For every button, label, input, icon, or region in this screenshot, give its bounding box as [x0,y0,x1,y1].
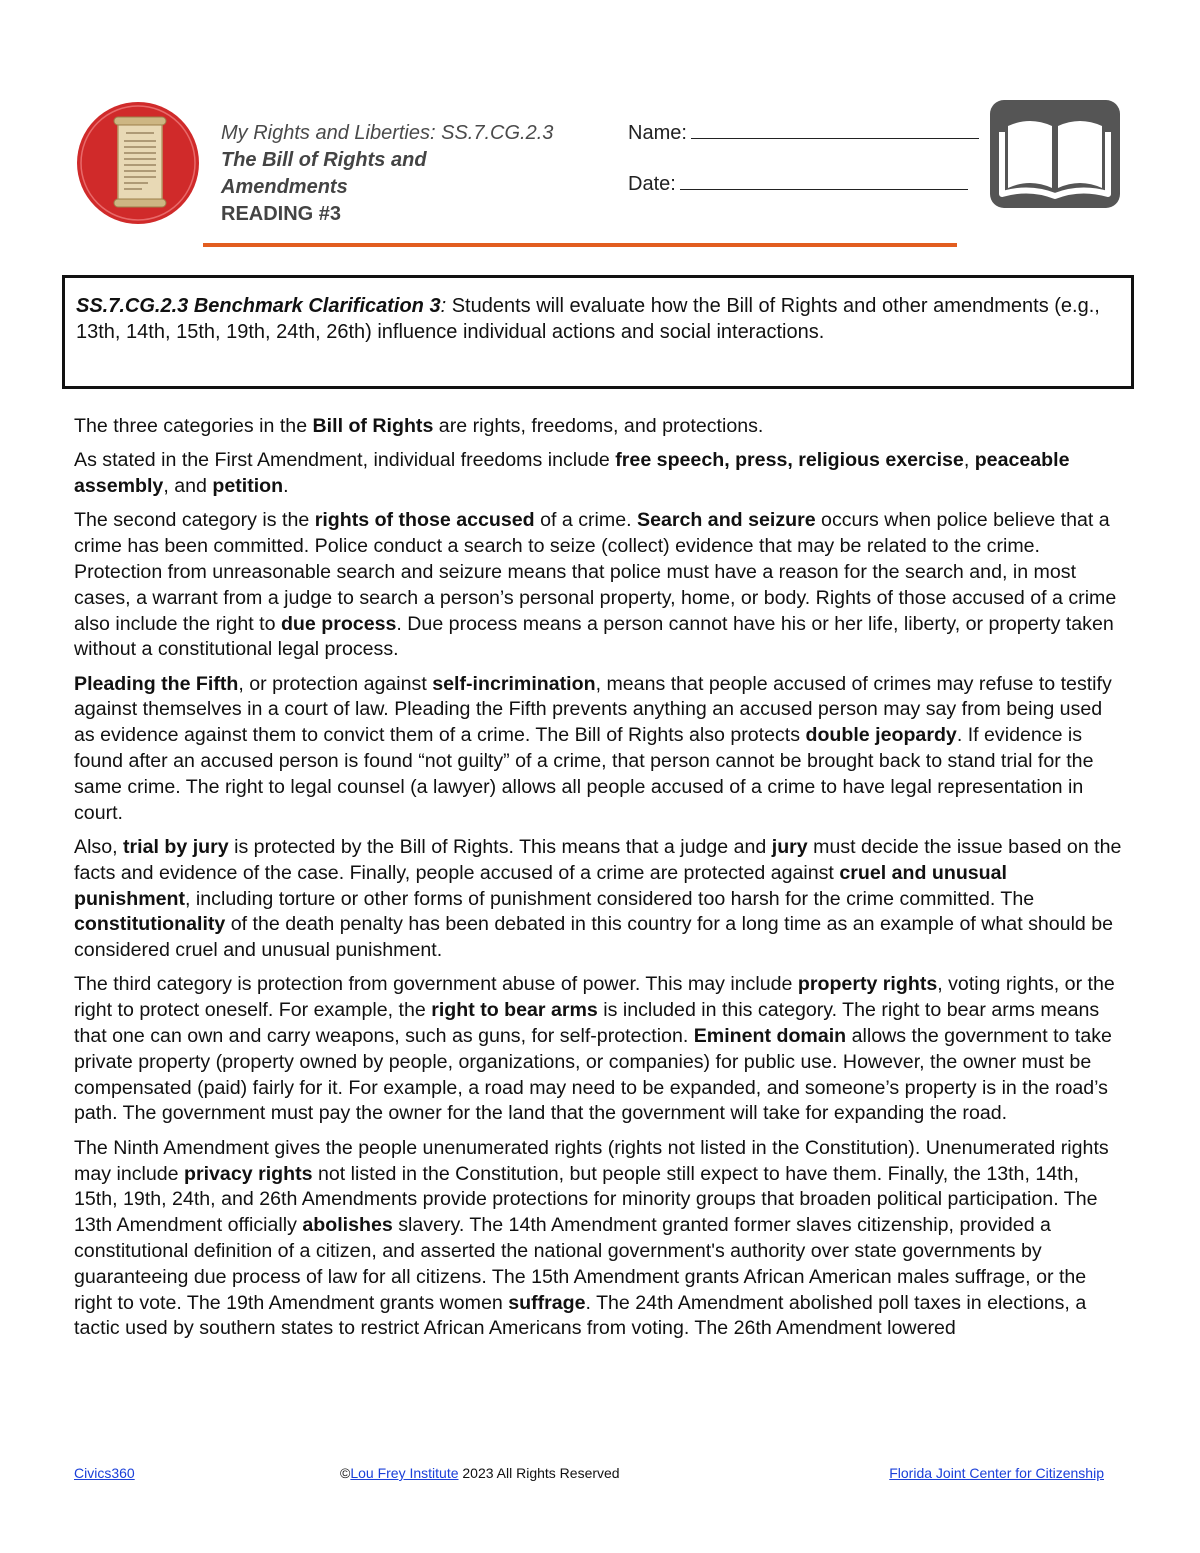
paragraph-text: allows the government to take private property (property owned by people, organizations, or companies) for public use. However, the owner must be compensated (paid) fairly for it. For example, a road may need to be expanded, and someone’s property is in the road’s path. The government must pay the owner for the land that the government will take for expanding the road. [74,1025,1112,1125]
paragraph-text: As stated in the First Amendment, individual freedoms include [74,449,616,472]
key-term: Bill of Rights [312,415,434,437]
key-term: rights of those accused [314,509,535,532]
paragraph-text: . The 24th Amendment abolished poll taxes in elections, a tactic used by southern states to restrict African Americans from voting. The 26th Amendment lowered [74,1291,1087,1340]
civics360-link[interactable]: Civics360 [74,1465,135,1481]
paragraph-text: of the death penalty has been debated in this country for a long time as an example of what should be considered cruel and unusual punishment. [74,913,1114,962]
key-term: Eminent domain [693,1025,847,1048]
paragraph-text: Also, [74,835,124,858]
key-term: petition [212,475,284,498]
paragraph-text: , including torture or other forms of punishment considered too harsh for the crime committed. The [185,887,1035,910]
body-paragraph [74,508,1124,663]
key-term: cruel and unusual punishment [74,861,1007,910]
lou-frey-institute-link[interactable]: Lou Frey Institute [350,1465,459,1481]
paragraph-text: The second category is the [74,509,315,532]
key-term: due process [280,612,397,635]
benchmark-box [62,275,1134,389]
key-term: Pleading the Fifth [74,672,239,695]
name-label: Name: [628,122,687,144]
paragraph-text: of a crime. [534,509,637,532]
benchmark-label: SS.7.CG.2.3 Benchmark Clarification 3 [76,295,441,317]
name-underline[interactable] [691,120,979,139]
key-term: right to bear arms [431,999,598,1022]
key-term: double jeopardy [805,724,957,747]
footer [74,1465,1104,1485]
subject-line: My Rights and Liberties: SS.7.CG.2.3 [221,122,554,144]
key-term: peaceable assembly [74,449,1070,498]
body-paragraph [74,414,1124,440]
paragraph-text: , or protection against [238,672,433,695]
paragraph-text: , and [163,475,213,498]
date-label: Date: [628,173,676,195]
reading-body [74,414,1124,1351]
paragraph-text: must decide the issue based on the facts and evidence of the case. Finally, people accused of a crime are protected against [74,835,1122,884]
copyright-symbol: © [340,1465,351,1481]
body-paragraph [74,835,1124,964]
name-field[interactable] [628,120,979,145]
key-term: abolishes [302,1214,393,1237]
copyright-notice [340,1465,620,1481]
key-term: jury [771,835,808,858]
paragraph-text: . [283,475,289,498]
paragraph-text: , voting rights, or the right to protect oneself. For example, the [74,973,1115,1022]
paragraph-text: The third category is protection from government abuse of power. This may include [74,973,798,996]
rights-text: 2023 All Rights Reserved [458,1465,620,1481]
key-term: trial by jury [123,835,229,858]
benchmark-colon: : [440,295,447,317]
key-term: constitutionality [74,913,226,936]
body-paragraph [74,448,1124,500]
open-book-icon [990,100,1120,208]
key-term: property rights [797,973,938,996]
date-underline[interactable] [680,171,968,190]
scroll-document-icon [76,101,200,225]
paragraph-text: . Due process means a person cannot have his or her life, liberty, or property taken without a constitutional legal process. [74,612,1114,661]
paragraph-text: , means that people accused of crimes may refuse to testify against themselves in a court of law. Pleading the Fifth prevents anything an accused person may say from being used as evidence against them to convict them of a crime. The Bill of Rights also protects [74,672,1112,747]
paragraph-text: The three categories in the [74,415,313,437]
paragraph-text: not listed in the Constitution, but people still expect to have them. Finally, the 13th, 14th, 15th, 19th, 24th, and 26th Amendments provide protections for minority groups that broaden political participation. The 13th Amendment officially [74,1162,1098,1237]
header-block [221,120,621,228]
key-term: self-incrimination [432,672,596,695]
paragraph-text: The Ninth Amendment gives the people unenumerated rights (rights not listed in the Constitution). Unenumerated rights may include [74,1136,1109,1185]
body-paragraph [74,972,1124,1127]
body-paragraph [74,672,1124,827]
date-field[interactable] [628,171,968,196]
key-term: free speech, press, religious exercise [615,449,964,472]
paragraph-text: are rights, freedoms, and protections. [433,415,764,437]
paragraph-text: is protected by the Bill of Rights. This means that a judge and [228,835,772,858]
paragraph-text: , [963,449,975,472]
paragraph-text: occurs when police believe that a crime has been committed. Police conduct a search to seize (collect) evidence that may be related to the crime. Protection from unreasonable search and seizure means that police must have a reason for the search and, in most cases, a warrant from a judge to search a person’s personal property, home, or body. Rights of those accused of a crime also include the right to [74,509,1117,635]
paragraph-text: slavery. The 14th Amendment granted former slaves citizenship, provided a constitutional definition of a citizen, and asserted the national government's authority over state governments by guaranteeing due process of law for all citizens. The 15th Amendment grants African American males suffrage, or the right to vote. The 19th Amendment grants women [74,1214,1087,1314]
header-divider [203,243,957,247]
fjcc-link[interactable]: Florida Joint Center for Citizenship [889,1465,1104,1481]
paragraph-text: . If evidence is found after an accused person is found “not guilty” of a crime, that person cannot be brought back to stand trial for the same crime. The right to legal counsel (a lawyer) allows all people accused of a crime to have legal representation in court. [74,724,1094,824]
title-line-1: The Bill of Rights and [221,149,427,171]
paragraph-text: is included in this category. The right to bear arms means that one can own and carry weapons, such as guns, for self-protection. [74,999,1100,1048]
benchmark-text: Students will evaluate how the Bill of Rights and other amendments (e.g., 13th, 14th, 15th, 19th, 24th, 26th) influence individual actions and social interactions. [76,295,1100,343]
key-term: privacy rights [184,1162,313,1185]
body-paragraph [74,1136,1124,1342]
key-term: Search and seizure [637,509,816,532]
key-term: suffrage [508,1291,586,1314]
reading-number: READING #3 [221,203,342,225]
title-line-2: Amendments [221,176,348,198]
